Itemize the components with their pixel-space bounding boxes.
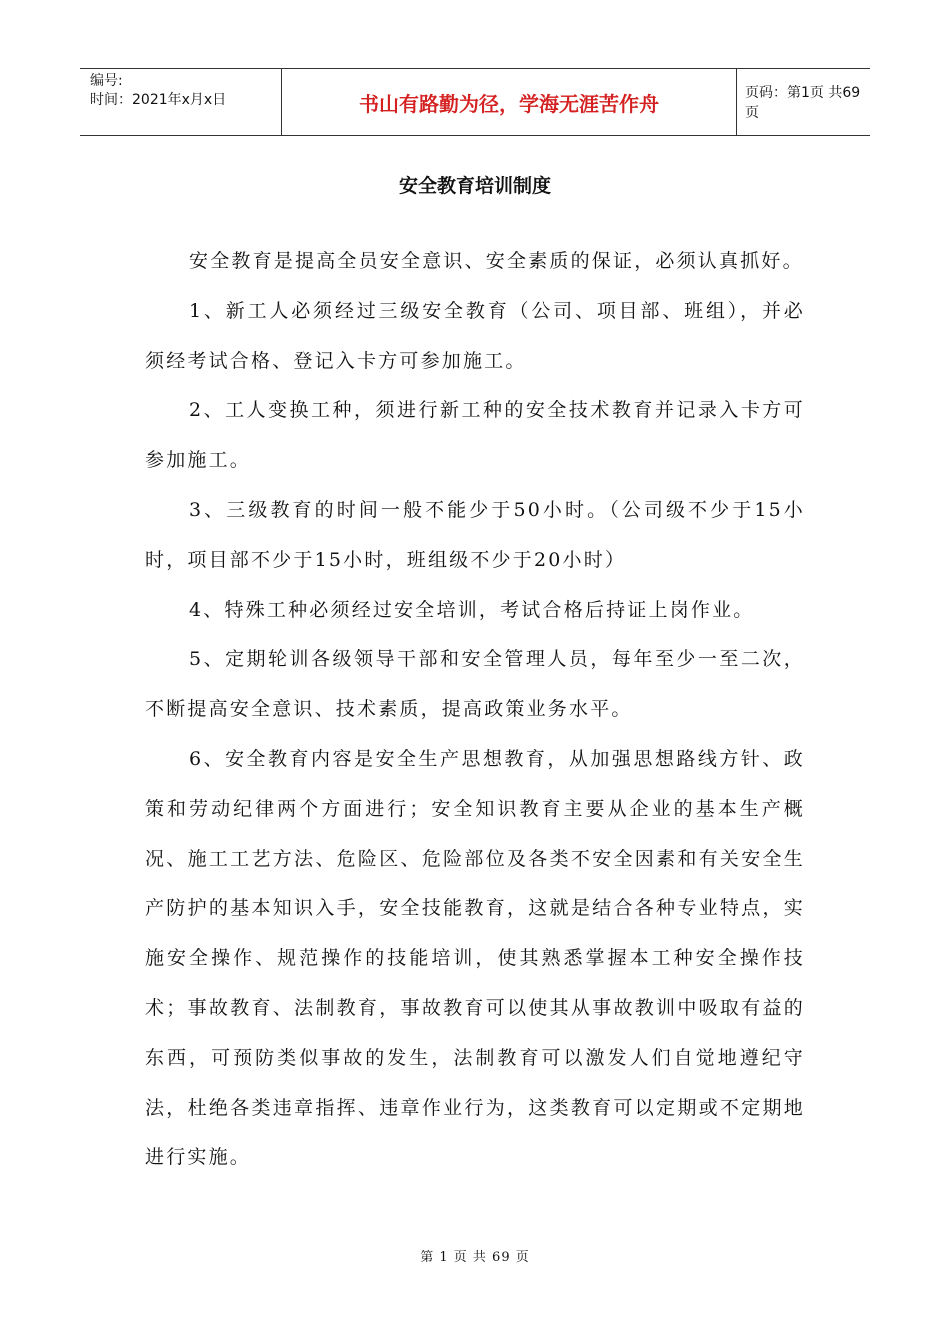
document-body <box>145 237 805 1183</box>
paragraph-item-1: 1、新工人必须经过三级安全教育（公司、项目部、班组），并必须经考试合格、登记入卡方可参加施工。 <box>145 299 805 372</box>
paragraph-item-3: 3、三级教育的时间一般不能少于50小时。（公司级不少于15小时，项目部不少于15小时，班组级不少于20小时） <box>145 498 805 571</box>
header-meta <box>80 69 282 135</box>
header-motto: 书山有路勤为径，学海无涯苦作舟 <box>282 69 737 135</box>
paragraph-item-2: 2、工人变换工种，须进行新工种的安全技术教育并记录入卡方可参加施工。 <box>145 399 805 472</box>
document-title: 安全教育培训制度 <box>398 175 551 197</box>
paragraph-item-4: 4、特殊工种必须经过安全培训，考试合格后持证上岗作业。 <box>189 598 755 621</box>
page-header <box>80 68 870 136</box>
document-number-label: 编号: <box>90 73 123 89</box>
document-time-label: 时间：2021年x月x日 <box>90 92 227 108</box>
header-page-info: 页码：第1页 共69页 <box>745 85 861 121</box>
paragraph-item-5: 5、定期轮训各级领导干部和安全管理人员，每年至少一至二次，不断提高安全意识、技术素质，提高政策业务水平。 <box>145 648 805 721</box>
paragraph-item-6: 6、安全教育内容是安全生产思想教育，从加强思想路线方针、政策和劳动纪律两个方面进行；安全知识教育主要从企业的基本生产概况、施工工艺方法、危险区、危险部位及各类不安全因素和有关安全生产防护的基本知识入手，安全技能教育，这就是结合各种专业特点，实施安全操作、规范操作的技能培训，使其熟悉掌握本工种安全操作技术；事故教育、法制教育，事故教育可以使其从事故教训中吸取有益的东西，可预防类似事故的发生，法制教育可以激发人们自觉地遵纪守法，杜绝各类违章指挥、违章作业行为，这类教育可以定期或不定期地进行实施。 <box>145 747 805 1169</box>
paragraph-intro: 安全教育是提高全员安全意识、安全素质的保证，必须认真抓好。 <box>189 250 804 272</box>
page-footer: 第 1 页 共 69 页 <box>420 1250 530 1265</box>
